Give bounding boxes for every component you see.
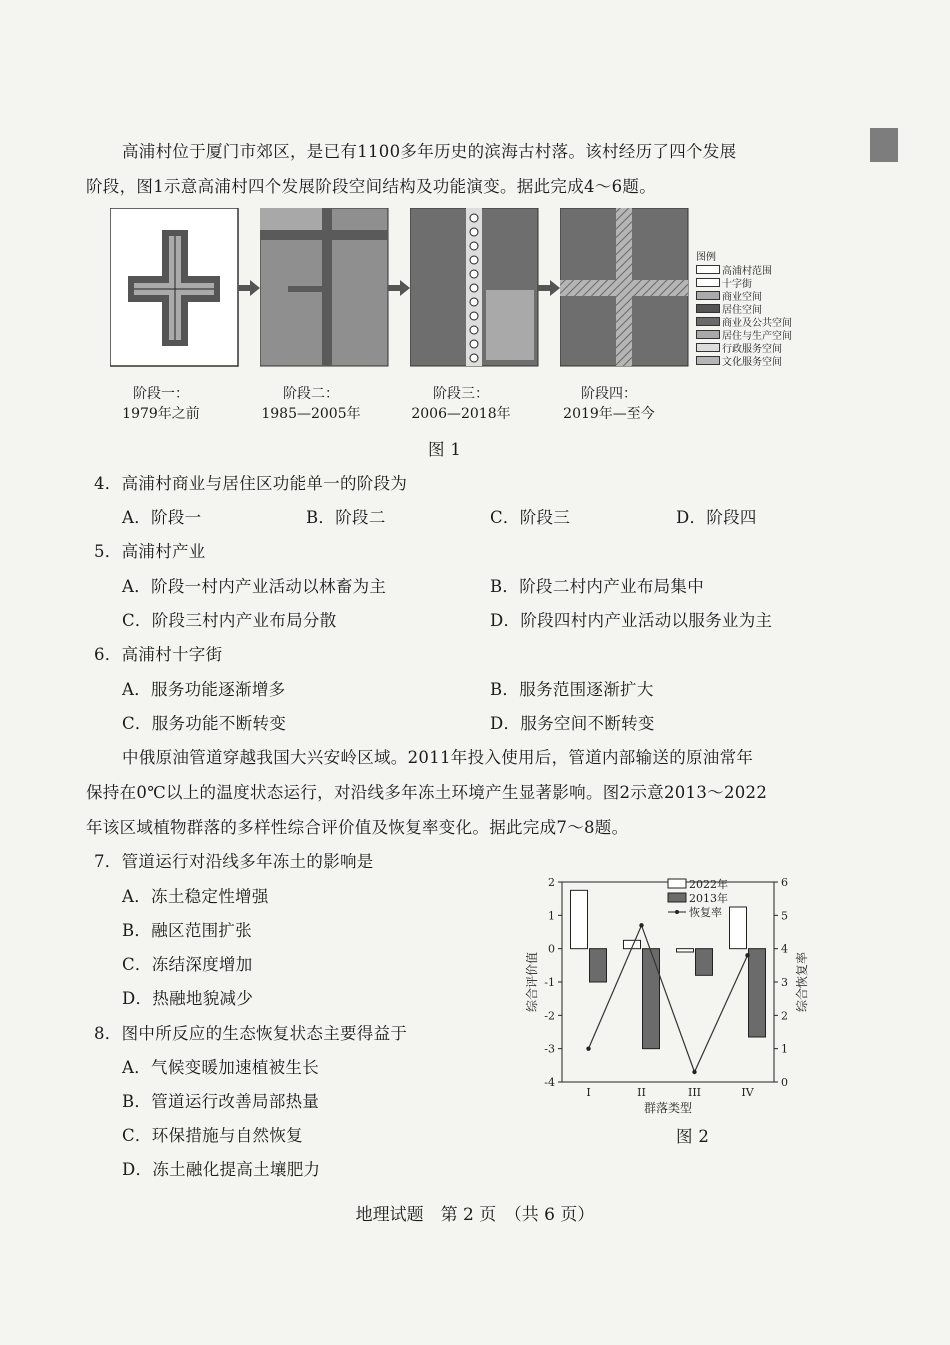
legend-label-2022: 2022年 (689, 878, 728, 891)
stage2-label: 阶段二： 1985—2005年 (261, 386, 361, 422)
q5-option-b: B．阶段二村内产业布局集中 (490, 577, 705, 596)
page-footer: 地理试题 第 2 页 （共 6 页） (355, 1205, 595, 1225)
passage2-line1: 中俄原油管道穿越我国大兴安岭区域。2011年投入使用后，管道内部输送的原油常年 (122, 748, 754, 767)
arrow-icon (538, 280, 560, 296)
figure2-caption: 图 2 (676, 1127, 710, 1146)
q4-option-a: A．阶段一 (122, 508, 202, 527)
y-tick-label: 1 (548, 909, 555, 923)
legend-item: 居住空间 (722, 305, 762, 316)
q8-option-a: A．气候变暖加速植被生长 (122, 1058, 320, 1077)
passage2-line3: 年该区域植物群落的多样性综合评价值及恢复率变化。据此完成7～8题。 (86, 818, 629, 837)
x-tick-label: IV (741, 1086, 754, 1099)
x-axis-label: 群落类型 (643, 1101, 693, 1115)
stage4-label: 阶段四： 2019年—至今 (563, 386, 655, 422)
legend-swatch-2022 (668, 879, 686, 888)
legend-swatch-2013 (668, 893, 686, 902)
legend-title: 图例 (696, 252, 716, 263)
bar-2022 (571, 890, 588, 948)
legend-swatch (696, 317, 720, 326)
stage3-diagram (410, 208, 540, 368)
legend-label-2013: 2013年 (689, 892, 728, 905)
figure1-legend (696, 248, 792, 367)
q8-stem: 8．图中所反应的生态恢复状态主要得益于 (94, 1024, 408, 1043)
q6-option-d: D．服务空间不断转变 (490, 714, 655, 733)
y2-tick-label: 6 (781, 876, 788, 889)
legend-swatch (696, 265, 720, 274)
recovery-point (692, 1070, 696, 1074)
q8-option-c: C．环保措施与自然恢复 (122, 1126, 303, 1145)
bar-2013 (749, 949, 766, 1037)
q4-option-b: B．阶段二 (306, 508, 386, 527)
x-tick-label: I (586, 1086, 591, 1099)
passage1-line1: 高浦村位于厦门市郊区，是已有1100多年历史的滨海古村落。该村经历了四个发展 (122, 142, 737, 161)
bar-2013 (643, 949, 660, 1049)
legend-item: 行政服务空间 (722, 344, 782, 355)
legend-point-recovery (675, 910, 679, 914)
legend-swatch (696, 278, 720, 287)
legend-swatch (696, 343, 720, 352)
passage2-line2: 保持在0℃以上的温度状态运行，对沿线多年冻土环境产生显著影响。图2示意2013～2022 (86, 783, 768, 802)
q7-stem: 7．管道运行对沿线多年冻土的影响是 (94, 852, 374, 871)
y-tick-label: 2 (548, 876, 555, 889)
recovery-point (639, 923, 643, 927)
legend-item: 高浦村范围 (722, 266, 772, 277)
q4-option-d: D．阶段四 (676, 508, 757, 527)
q6-option-c: C．服务功能不断转变 (122, 714, 287, 733)
arrow-icon (238, 280, 260, 296)
legend-item: 居住与生产空间 (722, 331, 792, 342)
q8-option-d: D．冻土融化提高土壤肥力 (122, 1160, 321, 1179)
passage1-line2: 阶段，图1示意高浦村四个发展阶段空间结构及功能演变。据此完成4～6题。 (86, 177, 656, 196)
y-tick-label: -2 (544, 1009, 555, 1023)
bar-2022 (677, 949, 694, 952)
y2-tick-label: 4 (781, 942, 788, 956)
stage4-diagram (560, 208, 690, 368)
recovery-point (586, 1046, 590, 1050)
page-edge-tab (870, 128, 898, 162)
y2-axis-label: 综合恢复率 (795, 951, 809, 1013)
bar-2013 (696, 949, 713, 976)
legend-swatch (696, 330, 720, 339)
y2-tick-label: 2 (781, 1009, 788, 1023)
y-tick-label: -1 (544, 976, 555, 989)
legend-swatch (696, 291, 720, 300)
arrow-icon (388, 280, 410, 296)
legend-item: 商业空间 (722, 292, 762, 303)
y-axis-label: 综合评价值 (525, 951, 539, 1013)
q7-option-c: C．冻结深度增加 (122, 955, 253, 974)
bar-2022 (730, 907, 747, 949)
q7-option-d: D．热融地貌减少 (122, 989, 254, 1008)
x-tick-label: II (637, 1086, 646, 1099)
stage3-label: 阶段三： 2006—2018年 (411, 386, 511, 422)
legend-label-recovery: 恢复率 (689, 906, 722, 919)
stage1-label: 阶段一： 1979年之前 (122, 386, 200, 422)
q5-option-a: A．阶段一村内产业活动以林畜为主 (122, 577, 387, 596)
legend-swatch (696, 304, 720, 313)
y-tick-label: 0 (548, 942, 555, 956)
y2-tick-label: 3 (781, 976, 788, 989)
y2-tick-label: 0 (781, 1076, 788, 1089)
recovery-point (745, 953, 749, 957)
q8-option-b: B．管道运行改善局部热量 (122, 1092, 320, 1111)
q6-stem: 6．高浦村十字街 (94, 645, 223, 664)
q5-option-d: D．阶段四村内产业活动以服务业为主 (490, 611, 773, 630)
q4-option-c: C．阶段三 (490, 508, 571, 527)
x-tick-label: III (687, 1086, 702, 1099)
q5-stem: 5．高浦村产业 (94, 542, 206, 561)
y-tick-label: -4 (544, 1076, 555, 1089)
legend-swatch (696, 356, 720, 365)
legend-item: 商业及公共空间 (722, 318, 792, 329)
q7-option-a: A．冻土稳定性增强 (122, 887, 269, 906)
recovery-line (589, 925, 748, 1072)
y2-tick-label: 5 (781, 909, 788, 923)
legend-item: 文化服务空间 (722, 357, 782, 368)
q7-option-b: B．融区范围扩张 (122, 921, 253, 940)
q5-option-c: C．阶段三村内产业布局分散 (122, 611, 337, 630)
q4-stem: 4．高浦村商业与居住区功能单一的阶段为 (94, 474, 408, 493)
figure-2-chart (522, 870, 822, 1120)
figure-1 (108, 208, 808, 422)
q6-option-b: B．服务范围逐渐扩大 (490, 680, 654, 699)
legend-item: 十字街 (722, 279, 752, 290)
y-tick-label: -3 (544, 1042, 555, 1056)
stage1-diagram (110, 208, 240, 368)
figure1-caption: 图 1 (428, 440, 462, 459)
q6-option-a: A．服务功能逐渐增多 (122, 680, 286, 699)
bar-2013 (590, 949, 607, 982)
stage2-diagram (260, 208, 390, 368)
y2-tick-label: 1 (781, 1042, 788, 1056)
